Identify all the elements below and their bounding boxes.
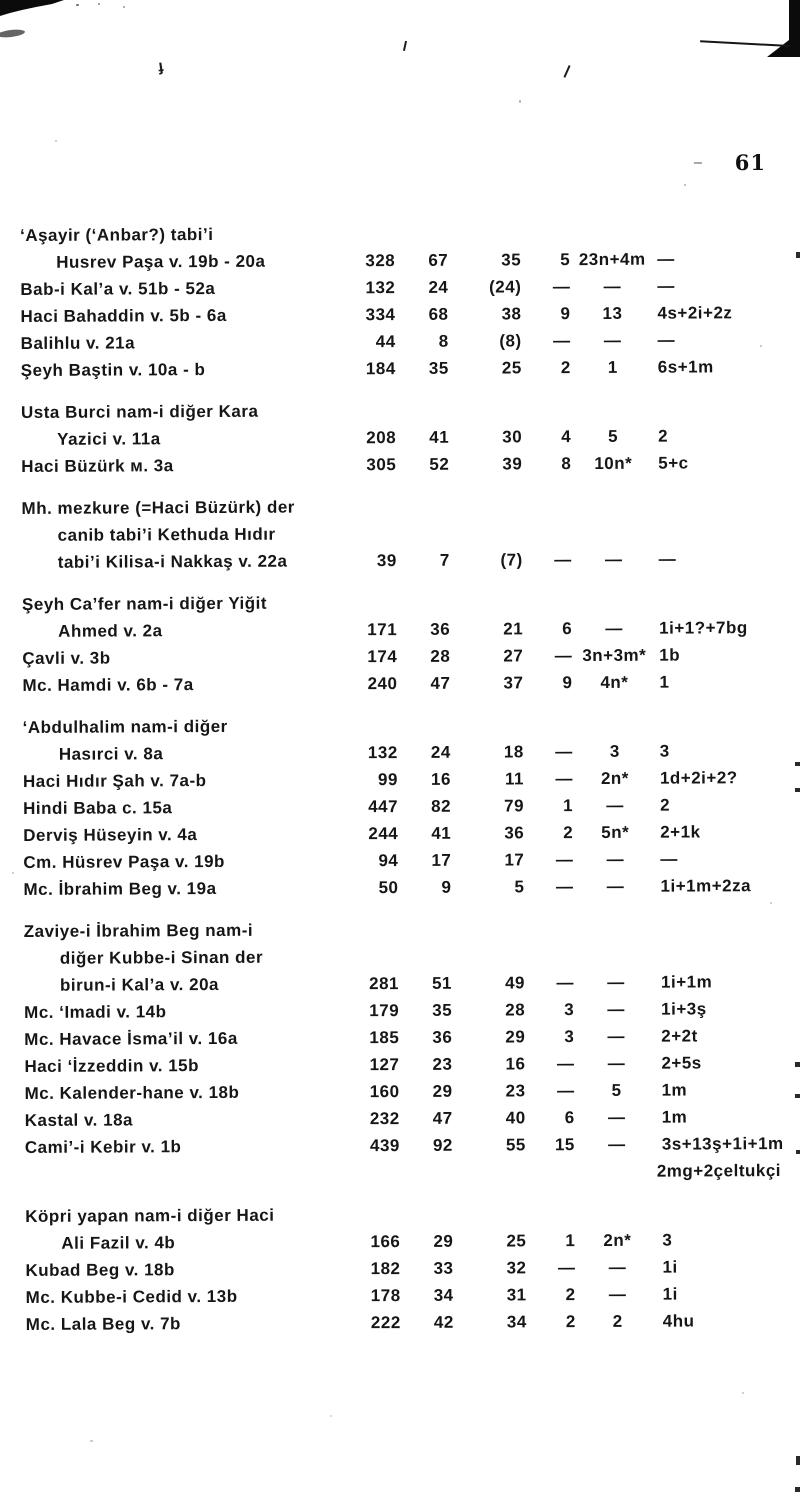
table-row (24, 1022, 794, 1053)
entry-label: Haci Büzürk м. 3a (21, 456, 174, 476)
table-row (25, 1226, 795, 1257)
col-4-value: 1 (565, 1231, 576, 1251)
col-1-value: 160 (369, 1082, 400, 1102)
table-row (25, 1253, 795, 1284)
col-1-value: 305 (366, 455, 397, 475)
col-1-value: 244 (368, 824, 399, 844)
entry-label: Mc. Hamdi v. 6b - 7a (22, 675, 194, 695)
entry-label: canib tabi’i Kethuda Hıdır (57, 524, 276, 545)
col-6-value: 2+1k (660, 822, 701, 842)
col-2-value: 68 (428, 304, 449, 324)
entry-label: Usta Burci nam-i diğer Kara (20, 401, 259, 422)
col-1-value: 178 (370, 1286, 401, 1306)
col-1-value: 171 (367, 620, 398, 640)
col-1-value: 166 (370, 1232, 401, 1252)
col-3-value: (24) (489, 277, 522, 297)
col-5-value: — (607, 1026, 626, 1046)
col-3-value: 37 (503, 673, 524, 693)
col-3-value: 25 (501, 358, 522, 378)
col-2-value: 17 (431, 850, 452, 870)
entry-label: Husrev Paşa v. 19b - 20a (56, 251, 266, 272)
col-3-value: 49 (505, 973, 526, 993)
col-1-value: 281 (369, 974, 400, 994)
entry-label: Mc. Havace İsma’il v. 16a (24, 1028, 238, 1049)
col-5-value: — (603, 330, 622, 350)
col-2-value: 29 (433, 1231, 454, 1251)
col-1-value: 132 (367, 743, 398, 763)
col-5-value: 1 (607, 357, 618, 377)
col-6-value: 2 (660, 795, 671, 815)
col-5-value: 3n+3m* (582, 645, 647, 666)
entry-label: Cami’-i Kebir v. 1b (24, 1137, 182, 1157)
col-4-value: — (556, 973, 575, 993)
col-3-value: 36 (504, 823, 525, 843)
col-3-value: 21 (503, 619, 524, 639)
col-1-value: 39 (376, 551, 397, 571)
col-2-value: 36 (432, 1027, 453, 1047)
entry-label: Kubad Beg v. 18b (25, 1260, 175, 1280)
col-1-value: 179 (369, 1001, 400, 1021)
col-5-value: 5 (611, 1080, 622, 1100)
col-4-value: 3 (564, 1000, 575, 1020)
col-4-value: 1 (563, 796, 574, 816)
census-table (20, 218, 796, 1338)
table-row (23, 818, 793, 849)
col-4-value: 9 (560, 304, 571, 324)
col-2-value: 8 (438, 331, 449, 351)
table-row (24, 1049, 794, 1080)
col-3-value: 35 (501, 250, 522, 270)
table-row (22, 587, 792, 618)
col-2-value: 24 (430, 742, 451, 762)
entry-label: Ahmed v. 2a (58, 621, 163, 641)
col-3-value: (8) (499, 331, 522, 351)
col-2-value: 41 (431, 823, 452, 843)
col-1-value: 185 (369, 1028, 400, 1048)
entry-label: Hindi Baba c. 15a (23, 798, 173, 818)
col-1-value: 127 (369, 1055, 400, 1075)
entry-label: Şeyh Baştin v. 10a - b (20, 360, 206, 380)
col-5-value: — (605, 618, 623, 638)
col-5-value: 5 (608, 426, 619, 446)
col-4-value: — (554, 646, 573, 666)
col-2-value: 33 (433, 1258, 454, 1278)
col-3-value: 27 (503, 646, 524, 666)
col-5-value: 3 (609, 741, 620, 761)
col-6-value: 4hu (662, 1311, 695, 1331)
col-4-value: — (555, 742, 573, 762)
paper-speck (12, 872, 14, 874)
col-4-value: — (555, 877, 574, 897)
table-row (22, 518, 792, 549)
col-1-value: 240 (367, 674, 398, 694)
col-4-value: 6 (562, 619, 573, 639)
paper-speck (330, 1415, 332, 1417)
col-6-value: — (657, 276, 675, 296)
scan-bar-top-right (789, 0, 800, 57)
col-2-value: 47 (432, 1108, 453, 1128)
col-3-value: 25 (506, 1231, 527, 1251)
paper-speck (519, 100, 521, 103)
table-row (22, 668, 792, 699)
col-2-value: 9 (441, 877, 452, 897)
col-2-value: 47 (430, 673, 451, 693)
col-6-value: 4s+2i+2z (657, 303, 733, 323)
entry-label: Ali Fazil v. 4b (61, 1233, 176, 1253)
table-row (25, 1103, 795, 1134)
entry-label: Köpri yapan nam-i diğer Haci (25, 1205, 275, 1226)
table-row (26, 1280, 796, 1311)
col-4-value: — (556, 1054, 575, 1074)
col-4-value: 2 (565, 1285, 576, 1305)
col-5-value: — (608, 1134, 626, 1154)
entry-label: Cm. Hüsrev Paşa v. 19b (23, 851, 225, 872)
col-2-value: 34 (433, 1285, 454, 1305)
col-3-value: 55 (505, 1135, 526, 1155)
col-3-value: 29 (505, 1027, 526, 1047)
scan-ink-blob-top-left (0, 0, 72, 16)
entry-label: Mc. Kubbe-i Cedid v. 13b (25, 1286, 238, 1307)
table-row (26, 1307, 796, 1338)
col-3-value: 34 (506, 1312, 527, 1332)
table-row (23, 737, 793, 768)
col-4-value: 8 (561, 454, 572, 474)
table-row (21, 395, 791, 426)
col-5-value: 2 (612, 1311, 623, 1331)
col-2-value: 7 (439, 550, 450, 570)
col-4-value: 6 (564, 1108, 575, 1128)
page-number: 61 (734, 150, 766, 175)
col-2-value: 35 (432, 1000, 453, 1020)
col-3-value: 17 (504, 850, 525, 870)
col-6-value: 1 (659, 672, 670, 692)
col-6-value: 3 (659, 741, 670, 761)
entry-label: Yazici v. 11a (57, 429, 161, 449)
ink-dash-near-pageno (694, 162, 702, 164)
entry-label: diğer Kubbe-i Sinan der (59, 947, 264, 968)
col-2-value: 82 (431, 796, 452, 816)
col-5-value: — (608, 1257, 627, 1277)
entry-label: Hasırci v. 8a (58, 744, 164, 764)
table-row (22, 614, 792, 645)
col-5-value: 2n* (600, 768, 629, 788)
continuation-note: 2mg+2çeltukçi (656, 1161, 782, 1181)
edge-mark (796, 1456, 800, 1465)
entry-label: Mc. Lala Beg v. 7b (25, 1314, 181, 1334)
col-3-value: (7) (500, 550, 523, 570)
ink-tick-1 (403, 41, 407, 51)
table-row (23, 764, 793, 795)
col-4-value: — (552, 277, 571, 297)
col-1-value: 232 (369, 1109, 400, 1129)
col-1-value: 184 (365, 359, 396, 379)
table-row (23, 872, 793, 903)
col-5-value: — (604, 549, 623, 569)
col-3-value: 23 (505, 1081, 526, 1101)
entry-label: Mh. mezkure (=Haci Büzürk) der (21, 497, 295, 518)
col-1-value: 182 (370, 1259, 401, 1279)
col-6-value: 1i+1m+2za (660, 876, 752, 896)
table-row (24, 995, 794, 1026)
col-3-value: 39 (502, 454, 523, 474)
entry-label: Haci ‘İzzeddin v. 15b (24, 1056, 200, 1076)
col-3-value: 28 (505, 1000, 526, 1020)
scan-wedge-top-right (767, 40, 789, 57)
col-1-value: 328 (365, 251, 396, 271)
col-5-value: 13 (602, 303, 623, 323)
edge-mark (796, 252, 800, 258)
col-1-value: 99 (377, 770, 398, 790)
col-2-value: 92 (432, 1135, 453, 1155)
entry-label: Kastal v. 18a (24, 1110, 134, 1130)
col-6-value: 1i+1?+7bg (659, 618, 748, 638)
col-6-value: — (657, 330, 676, 350)
col-1-value: 208 (366, 428, 397, 448)
edge-mark (795, 762, 800, 766)
col-4-value: 15 (554, 1135, 575, 1155)
table-row (20, 245, 790, 276)
col-1-value: 132 (365, 278, 396, 298)
scan-line-top-right (700, 40, 790, 47)
entry-label: Bab-i Kal’a v. 51b - 52a (20, 278, 216, 299)
col-1-value: 439 (369, 1136, 400, 1156)
entry-label: Zaviye-i İbrahim Beg nam-i (23, 920, 254, 941)
col-4-value: 3 (564, 1027, 575, 1047)
col-6-value: 1i (662, 1257, 678, 1277)
col-5-value: — (607, 1107, 626, 1127)
entry-label: Derviş Hüseyin v. 4a (23, 825, 198, 845)
entry-label: Mc. Kalender-hane v. 18b (24, 1082, 240, 1103)
col-6-value: 5+c (658, 453, 689, 473)
col-1-value: 50 (378, 878, 399, 898)
col-4-value: 9 (562, 673, 573, 693)
table-row (23, 845, 793, 876)
col-3-value: 40 (505, 1108, 526, 1128)
col-6-value: 1d+2i+2? (659, 768, 738, 788)
col-6-value: — (657, 249, 675, 269)
col-2-value: 35 (428, 358, 449, 378)
col-6-value: 1i (662, 1284, 678, 1304)
table-row (23, 710, 793, 741)
col-2-value: 52 (429, 454, 450, 474)
col-4-value: 2 (560, 358, 571, 378)
col-4-value: — (557, 1258, 576, 1278)
col-4-value: — (554, 550, 572, 570)
col-3-value: 31 (506, 1285, 527, 1305)
edge-mark (795, 788, 800, 792)
table-row (24, 914, 794, 945)
paper-speck (123, 6, 125, 8)
col-5-value: 10n* (594, 453, 633, 473)
edge-mark (796, 1150, 800, 1154)
col-5-value: — (603, 276, 622, 296)
entry-label: ‘Aşayir (‘Anbar?) tabi’i (20, 224, 214, 245)
entry-label: Haci Hıdır Şah v. 7a-b (22, 771, 207, 791)
col-4-value: 4 (561, 427, 572, 447)
col-6-value: 1i+3ş (661, 999, 707, 1019)
col-6-value: 2+2t (661, 1026, 698, 1046)
col-6-value: 3 (662, 1230, 673, 1250)
ink-speck-glyph: ɟ (156, 57, 165, 76)
paper-speck (98, 3, 100, 5)
table-row (24, 941, 794, 972)
col-6-value: 2 (658, 426, 669, 446)
table-row (20, 218, 790, 249)
col-3-value: 32 (506, 1258, 527, 1278)
paper-speck (742, 1392, 744, 1394)
col-2-value: 36 (430, 619, 451, 639)
table-row (20, 272, 790, 303)
paper-speck (55, 140, 57, 142)
col-3-value: 11 (504, 769, 524, 789)
col-4-value: 2 (565, 1312, 576, 1332)
table-row (21, 422, 791, 453)
edge-mark (795, 1487, 800, 1492)
col-6-value: 1m (661, 1107, 688, 1127)
table-row (25, 1130, 795, 1161)
col-5-value: 4n* (600, 672, 629, 692)
col-1-value: 174 (367, 647, 398, 667)
col-2-value: 41 (429, 427, 450, 447)
entry-label: Şeyh Ca’fer nam-i diğer Yiğit (21, 593, 268, 614)
col-5-value: — (606, 795, 624, 815)
col-2-value: 24 (428, 277, 449, 297)
col-1-value: 44 (375, 332, 396, 352)
col-2-value: 42 (433, 1312, 454, 1332)
col-2-value: 16 (430, 769, 451, 789)
col-5-value: — (608, 1284, 627, 1304)
col-4-value: — (557, 1081, 575, 1101)
entry-label: Haci Bahaddin v. 5b - 6a (20, 305, 227, 326)
paper-speck (76, 4, 79, 6)
col-2-value: 23 (432, 1054, 453, 1074)
edge-mark (795, 1062, 800, 1067)
scan-smudge-top-left (0, 28, 25, 38)
col-1-value: 94 (378, 851, 399, 871)
entry-label: birun-i Kal’a v. 20a (59, 974, 220, 995)
entry-label: Mc. İbrahim Beg v. 19a (23, 878, 217, 899)
col-6-value: 1b (659, 645, 681, 665)
col-5-value: — (607, 972, 625, 992)
entry-label: ‘Abdulhalim nam-i diğer (22, 716, 228, 737)
table-row (25, 1199, 795, 1230)
table-row (22, 641, 792, 672)
col-1-value: 222 (370, 1313, 401, 1333)
table-row (20, 299, 790, 330)
table-row (21, 449, 791, 480)
col-6-value: 1m (661, 1080, 688, 1100)
col-4-value: — (553, 331, 571, 351)
col-6-value: — (660, 849, 678, 869)
col-3-value: 38 (501, 304, 522, 324)
table-row (24, 1076, 794, 1107)
col-5-value: 23n+4m (578, 249, 646, 270)
col-6-value: 6s+1m (657, 357, 714, 377)
col-3-value: 18 (503, 742, 524, 762)
entry-label: Balihlu v. 21a (20, 333, 136, 353)
table-row (22, 545, 792, 576)
col-5-value: — (607, 999, 625, 1019)
col-3-value: 79 (504, 796, 525, 816)
col-6-value: 2+5s (661, 1053, 702, 1073)
table-row (24, 968, 794, 999)
col-6-value: — (658, 549, 677, 569)
col-3-value: 30 (502, 427, 523, 447)
col-1-value: 334 (365, 305, 396, 325)
col-6-value: 1i+1m (660, 972, 713, 992)
col-5-value: — (607, 1053, 626, 1073)
col-2-value: 29 (432, 1081, 453, 1101)
col-4-value: — (555, 769, 573, 789)
col-2-value: 28 (430, 646, 451, 666)
entry-label: Çavli v. 3b (22, 648, 111, 668)
col-5-value: — (606, 876, 625, 896)
col-5-value: — (606, 849, 625, 869)
table-row (23, 791, 793, 822)
col-6-value: 3s+13ş+1i+1m (661, 1134, 784, 1154)
paper-speck (684, 184, 686, 186)
entry-label: tabi’i Kilisa-i Nakkaş v. 22a (57, 551, 288, 572)
table-row (21, 353, 791, 384)
table-row (21, 326, 791, 357)
ink-tick-2 (563, 65, 570, 78)
edge-mark (795, 1094, 800, 1098)
col-5-value: 5n* (601, 822, 630, 842)
col-4-value: 2 (563, 823, 574, 843)
col-1-value: 447 (368, 797, 399, 817)
entry-label: Mc. ‘Imadi v. 14b (24, 1002, 167, 1022)
col-3-value: 5 (514, 877, 525, 897)
col-4-value: 5 (560, 250, 571, 270)
col-2-value: 67 (428, 250, 449, 270)
col-5-value: 2n* (603, 1230, 632, 1250)
table-row (21, 491, 791, 522)
col-4-value: — (555, 850, 574, 870)
col-2-value: 51 (432, 973, 453, 993)
paper-speck (90, 1440, 93, 1442)
col-3-value: 16 (505, 1054, 526, 1074)
